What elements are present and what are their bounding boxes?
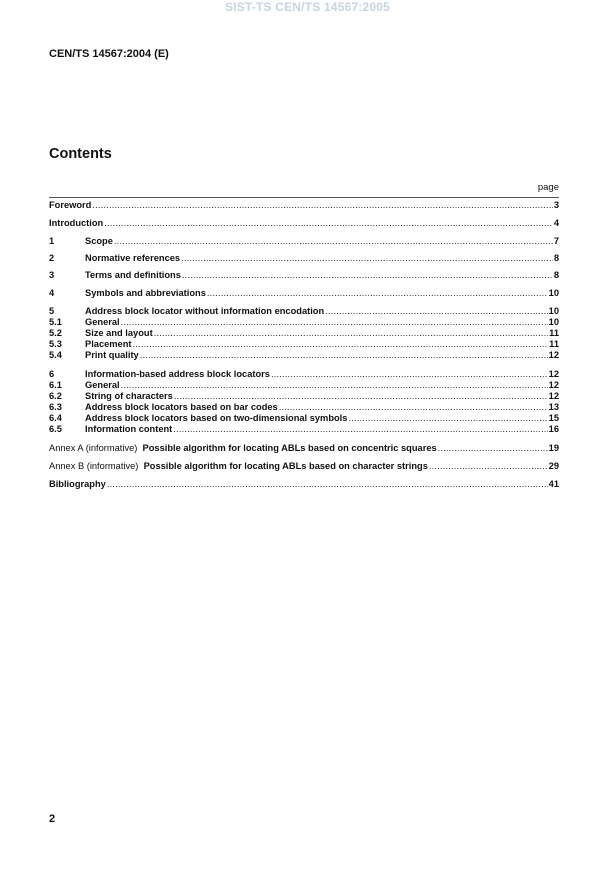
toc-entry-number: 4 (49, 288, 55, 298)
dot-leader (429, 460, 548, 472)
dot-leader (104, 217, 553, 229)
dot-leader (92, 199, 552, 211)
toc-entry-page: 4 (553, 218, 559, 228)
dot-leader (181, 252, 553, 264)
document-id: CEN/TS 14567:2004 (E) (49, 48, 169, 60)
toc-entry-annex-a[interactable] (49, 442, 559, 454)
toc-entry-page: 8 (553, 253, 559, 263)
toc-entry-page: 10 (548, 306, 559, 316)
toc-entry-title: General (85, 317, 120, 327)
toc-entry-number: 5.1 (49, 317, 62, 327)
toc-entry-bibliography[interactable] (49, 478, 559, 490)
toc-entry-introduction[interactable] (49, 217, 559, 229)
page-column-label: page (537, 182, 559, 193)
toc-entry-title: General (85, 380, 120, 390)
toc-entry-title: Address block locators based on two-dimensional symbols (85, 413, 348, 423)
toc-top-rule (49, 197, 559, 198)
toc-entry-number: 1 (49, 236, 55, 246)
toc-entry-number: 6.3 (49, 402, 62, 412)
toc-entry-title: String of characters (85, 391, 173, 401)
toc-entry-page: 16 (548, 424, 559, 434)
toc-entry-number: 6 (49, 369, 55, 379)
toc-entry-page: 19 (548, 443, 559, 453)
toc-entry-number: 5.4 (49, 350, 62, 360)
toc-entry-title: Size and layout (85, 328, 153, 338)
toc-entry-page: 10 (548, 317, 559, 327)
contents-heading: Contents (49, 146, 112, 162)
toc-entry-number: 6.2 (49, 391, 62, 401)
toc-entry-number: 2 (49, 253, 55, 263)
toc-entry-number: 5 (49, 306, 55, 316)
toc-entry-page: 11 (549, 328, 559, 338)
toc-entry-number: 5.2 (49, 328, 62, 338)
annex-title: Possible algorithm for locating ABLs based on character strings (143, 461, 428, 471)
dot-leader (173, 423, 547, 435)
toc-entry-page: 10 (548, 288, 559, 298)
toc-entry-page: 7 (553, 236, 559, 246)
dot-leader (438, 442, 548, 454)
toc-entry-1[interactable] (49, 235, 559, 247)
toc-entry-5-4[interactable] (49, 349, 559, 361)
toc-entry-foreword[interactable] (49, 199, 559, 211)
toc-entry-4[interactable] (49, 287, 559, 299)
toc-entry-page: 12 (548, 391, 559, 401)
annex-title: Possible algorithm for locating ABLs based on concentric squares (142, 443, 437, 453)
toc-entry-page: 29 (548, 461, 559, 471)
page-number: 2 (49, 813, 56, 825)
dot-leader (207, 287, 548, 299)
toc-entry-title: Address block locator without information encodation (85, 306, 325, 316)
dot-leader (107, 478, 548, 490)
toc-entry-title: Information-based address block locators (85, 369, 270, 379)
toc-entry-number: 5.3 (49, 339, 62, 349)
toc-entry-title (49, 460, 428, 472)
annex-prefix: Annex A (informative) (49, 443, 138, 453)
toc-entry-number: 3 (49, 270, 55, 280)
toc-entry-title: Address block locators based on bar codes (85, 402, 278, 412)
toc-entry-page: 12 (548, 380, 559, 390)
toc-entry-page: 15 (548, 413, 559, 423)
toc-entry-title: Foreword (49, 200, 92, 210)
toc-entry-page: 8 (553, 270, 559, 280)
toc-entry-3[interactable] (49, 269, 559, 281)
annex-prefix: Annex B (informative) (49, 461, 139, 471)
toc-entry-number: 6.5 (49, 424, 62, 434)
toc-entry-title: Introduction (49, 218, 104, 228)
toc-entry-title (49, 442, 437, 454)
dot-leader (114, 235, 553, 247)
dot-leader (182, 269, 553, 281)
toc-entry-6-5[interactable] (49, 423, 559, 435)
toc-entry-page: 12 (548, 350, 559, 360)
toc-entry-number: 6.1 (49, 380, 62, 390)
toc-entry-page: 41 (548, 479, 559, 489)
toc-entry-number: 6.4 (49, 413, 62, 423)
toc-entry-title: Print quality (85, 350, 139, 360)
toc-entry-page: 11 (549, 339, 559, 349)
toc-entry-title: Scope (85, 236, 113, 246)
dot-leader (140, 349, 548, 361)
watermark: SIST-TS CEN/TS 14567:2005 (224, 0, 391, 14)
toc-entry-title: Symbols and abbreviations (85, 288, 206, 298)
toc-entry-2[interactable] (49, 252, 559, 264)
toc-entry-page: 13 (548, 402, 559, 412)
toc-entry-title: Placement (85, 339, 132, 349)
toc-entry-page: 12 (548, 369, 559, 379)
toc-entry-title: Normative references (85, 253, 181, 263)
toc-entry-title: Terms and definitions (85, 270, 181, 280)
toc-entry-title: Information content (85, 424, 173, 434)
toc-entry-page: 3 (553, 200, 559, 210)
toc-entry-annex-b[interactable] (49, 460, 559, 472)
toc-entry-title: Bibliography (49, 479, 106, 489)
